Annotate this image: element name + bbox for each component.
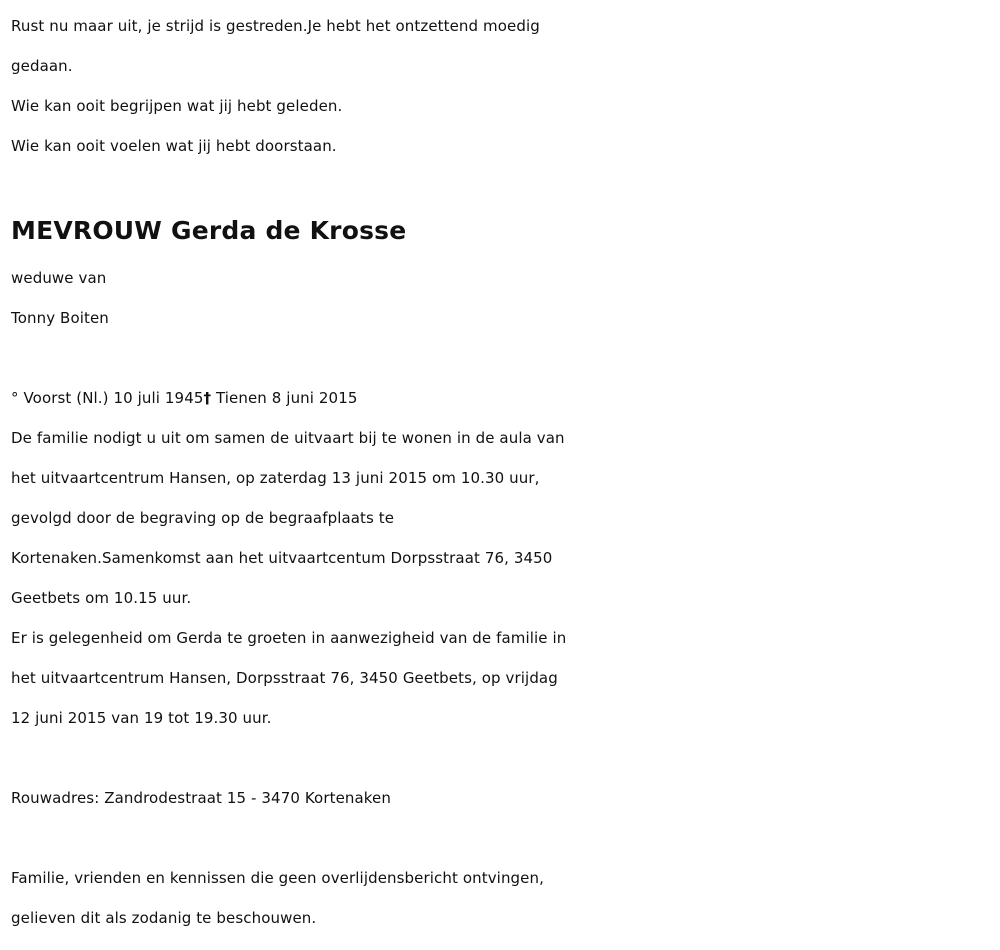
spouse-name: Tonny Boiten xyxy=(11,309,109,327)
deceased-name: MEVROUW Gerda de Krosse xyxy=(11,216,407,245)
closing-line: Familie, vrienden en kennissen die geen overlijdensbericht ontvingen, xyxy=(11,869,544,887)
poem-line: Wie kan ooit voelen wat jij hebt doorstaan. xyxy=(11,137,337,155)
spacer xyxy=(11,818,991,858)
invitation-line: gevolgd door de begraving op de begraafplaats te xyxy=(11,509,395,527)
invitation-line: De familie nodigt u uit om samen de uitvaart bij te wonen in de aula van xyxy=(11,429,565,447)
invitation-line: Kortenaken.Samenkomst aan het uitvaartcentum Dorpsstraat 76, 3450 xyxy=(11,549,553,567)
spacer xyxy=(11,338,991,378)
poem-line: Wie kan ooit begrijpen wat jij hebt geleden. xyxy=(11,97,343,115)
invitation-line: Geetbets om 10.15 uur. xyxy=(11,589,192,607)
poem xyxy=(11,6,991,166)
spacer xyxy=(11,166,991,206)
viewing-line: het uitvaartcentrum Hansen, Dorpsstraat 76, 3450 Geetbets, op vrijdag xyxy=(11,669,558,687)
viewing-line: 12 juni 2015 van 19 tot 19.30 uur. xyxy=(11,709,272,727)
spacer xyxy=(11,738,991,778)
invitation-line: het uitvaartcentrum Hansen, op zaterdag 13 juni 2015 om 10.30 uur, xyxy=(11,469,540,487)
birth-info: ° Voorst (Nl.) 10 juli 1945 xyxy=(11,389,204,407)
relation-text: weduwe van xyxy=(11,269,107,287)
mourning-address: Rouwadres: Zandrodestraat 15 - 3470 Kortenaken xyxy=(11,789,391,807)
funeral-invitation xyxy=(11,418,991,618)
closing-note xyxy=(11,858,991,938)
viewing-line: Er is gelegenheid om Gerda te groeten in aanwezigheid van de familie in xyxy=(11,629,567,647)
closing-line: gelieven dit als zodanig te beschouwen. xyxy=(11,909,317,927)
cross-icon: † xyxy=(203,389,212,407)
death-info: Tienen 8 juni 2015 xyxy=(211,389,358,407)
poem-line: Rust nu maar uit, je strijd is gestreden.Je hebt het ontzettend moedig xyxy=(11,17,540,35)
life-dates xyxy=(11,378,991,418)
poem-line: gedaan. xyxy=(11,57,73,75)
viewing-info xyxy=(11,618,991,738)
obituary-notice xyxy=(11,6,991,938)
